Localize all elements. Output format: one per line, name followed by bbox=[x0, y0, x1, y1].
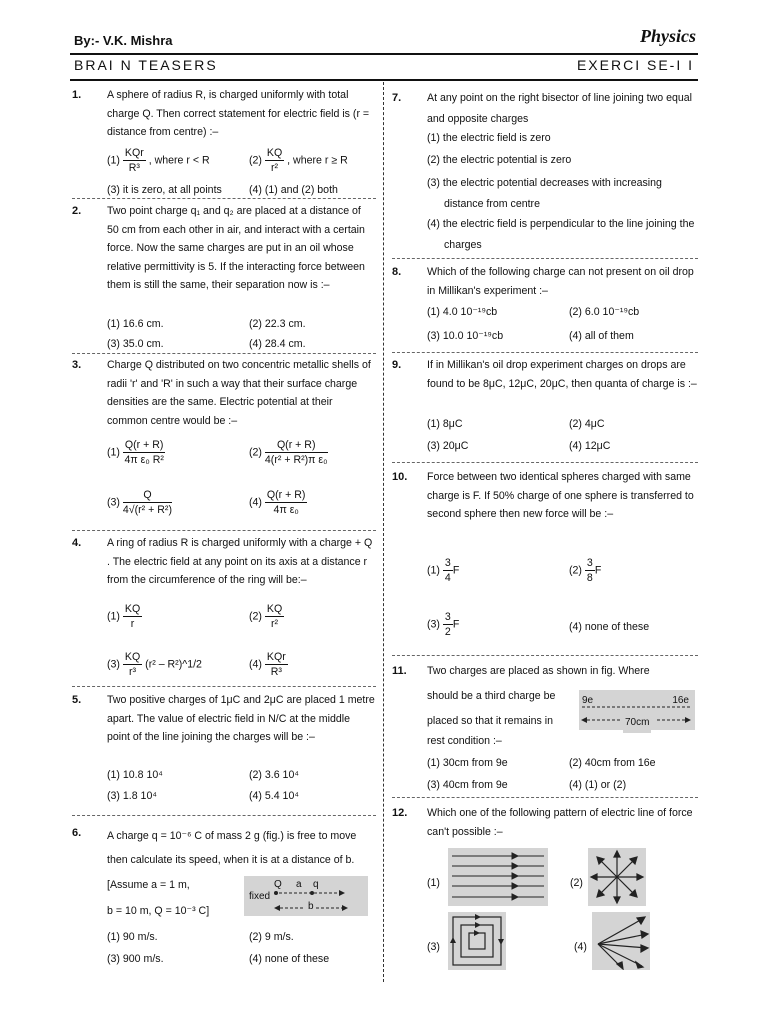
question-number: 11. bbox=[392, 665, 407, 677]
option-4: (4) 12μC bbox=[569, 440, 611, 452]
question-text-line-3: placed so that it remains in bbox=[427, 715, 554, 727]
question-7 bbox=[392, 88, 698, 254]
subject-title: Physics bbox=[640, 26, 696, 46]
question-text: A ring of radius R is charged uniformly with a charge + Q . The electric field at any point on its axis at a distance r from the circumference of the ring will be:– bbox=[107, 537, 373, 586]
option-2: (2) $\frac{Q(r + R)}{\text{4(r² + R²)π ε₀}}$ bbox=[249, 439, 328, 466]
option-3: (3) $\frac{KQ}{\text{r³}}$ (r² – R²)^1/2 bbox=[107, 651, 202, 678]
question-text: A charge q = 10⁻⁶ C of mass 2 g (fig.) is free to move then calculate its speed, when it is at a distance of b. bbox=[107, 830, 357, 866]
option-4: (4) all of them bbox=[569, 330, 634, 342]
question-number: 1. bbox=[72, 89, 82, 101]
option-2: (2) $\frac{3}{8}$ F bbox=[569, 557, 602, 584]
figure-label-Q: Q bbox=[274, 879, 282, 890]
question-number: 2. bbox=[72, 205, 82, 217]
question-2 bbox=[72, 202, 376, 352]
question-5 bbox=[72, 691, 376, 811]
converging-field-lines-icon bbox=[592, 912, 650, 970]
question-number: 4. bbox=[72, 537, 82, 549]
question-text-line-4: rest condition :– bbox=[427, 735, 502, 747]
option-4: (4) $\frac{\text{KQr}}{\text{R³}}$ bbox=[249, 651, 286, 678]
separator bbox=[72, 353, 376, 354]
question-number: 6. bbox=[72, 827, 82, 839]
option-3: (3) 900 m/s. bbox=[107, 953, 164, 965]
figure-label-b: b bbox=[308, 901, 314, 912]
option-3: (3) $\frac{3}{2}$ F bbox=[427, 611, 460, 638]
question-12 bbox=[392, 804, 698, 974]
question-number: 3. bbox=[72, 359, 82, 371]
assumption-line-2: b = 10 m, Q = 10⁻³ C] bbox=[107, 905, 210, 917]
separator bbox=[392, 797, 698, 798]
option-2: (2) 9 m/s. bbox=[249, 931, 294, 943]
question-number: 8. bbox=[392, 266, 402, 278]
question-9 bbox=[392, 356, 698, 460]
question-6 bbox=[72, 824, 376, 974]
column-divider bbox=[383, 82, 384, 982]
question-number: 5. bbox=[72, 694, 82, 706]
option-1: (1) $\frac{Q(r + R)}{\text{4π ε₀ R²}}$ bbox=[107, 439, 164, 466]
exercise-title: EXERCI SE-I I bbox=[576, 57, 694, 73]
question-number: 7. bbox=[392, 92, 402, 104]
option-2: (2) 40cm from 16e bbox=[569, 757, 656, 769]
question-text: Charge Q distributed on two concentric metallic shells of radii 'r' and 'R' in such a way that their surface charge densities are the same. Electric potential at their common centre would be :– bbox=[107, 359, 371, 427]
question-text-line-1: Two charges are placed as shown in fig. Where bbox=[427, 665, 650, 677]
option-4: (4) none of these bbox=[249, 953, 330, 965]
pattern-closed-loops bbox=[448, 912, 506, 970]
option-4: (4) (1) or (2) bbox=[569, 779, 627, 791]
option-1: (1) $\frac{\text{KQr}}{\text{R³}}$ , where r < R bbox=[107, 147, 210, 174]
figure-label-fixed: fixed bbox=[249, 891, 271, 902]
option-3: (3) 40cm from 9e bbox=[427, 779, 508, 791]
separator bbox=[392, 462, 698, 463]
pattern-radial-outward bbox=[588, 848, 646, 906]
pattern-parallel-lines bbox=[448, 848, 548, 906]
assumption-line-1: [Assume a = 1 m, bbox=[107, 879, 190, 891]
question-3 bbox=[72, 356, 376, 528]
separator bbox=[72, 686, 376, 687]
question-text: A sphere of radius R, is charged uniformly with total charge Q. Then correct statement for electric field is (r = distance from centre) :– bbox=[107, 89, 370, 138]
option-3: (3) it is zero, at all points bbox=[107, 184, 222, 196]
option-1: (1) 30cm from 9e bbox=[427, 757, 508, 769]
header-rule-bottom bbox=[70, 79, 698, 81]
question-8 bbox=[392, 263, 698, 349]
option-2: (2) 6.0 10⁻¹⁹cb bbox=[569, 306, 640, 318]
pattern-converging-lines bbox=[592, 912, 650, 970]
option-1-label: (1) bbox=[427, 877, 440, 889]
option-2: (2) $\frac{KQ}{\text{r²}}$ , where r ≥ R bbox=[249, 147, 348, 174]
question-text: Which one of the following pattern of electric line of force can't possible :– bbox=[427, 807, 693, 838]
option-2: (2) 22.3 cm. bbox=[249, 318, 306, 330]
option-4-label: (4) bbox=[574, 941, 587, 953]
option-4: (4) (1) and (2) both bbox=[249, 184, 338, 196]
figure-arrows bbox=[244, 876, 368, 916]
question-number: 10. bbox=[392, 471, 408, 483]
question-text-line-2: should be a third charge be bbox=[427, 690, 556, 702]
separator bbox=[392, 258, 698, 259]
option-1: (1) 8μC bbox=[427, 418, 463, 430]
figure-label-9e: 9e bbox=[582, 695, 594, 706]
closed-loop-field-lines-icon bbox=[448, 912, 506, 970]
figure-label-a: a bbox=[296, 879, 302, 890]
separator bbox=[72, 530, 376, 531]
header-rule-top bbox=[70, 53, 698, 55]
option-2: (2) 4μC bbox=[569, 418, 605, 430]
section-title: BRAI N TEASERS bbox=[74, 57, 218, 73]
question-number: 12. bbox=[392, 807, 408, 819]
option-1: (1) the electric field is zero bbox=[427, 132, 551, 144]
question-text: Two point charge q₁ and q₂ are placed at a distance of 50 cm from each other in air, and interact with a certain force. Now the same charges are put in an oil whose relative permittivity is 5. If the interacting force between them is still the same, their separation now is :– bbox=[107, 205, 365, 291]
option-4: (4) 28.4 cm. bbox=[249, 338, 306, 350]
figure-lines bbox=[579, 690, 695, 730]
option-2-label: (2) bbox=[570, 877, 583, 889]
question-4 bbox=[72, 534, 376, 684]
option-1: (1) $\frac{3}{4}$ F bbox=[427, 557, 460, 584]
question-number: 9. bbox=[392, 359, 402, 371]
question-10 bbox=[392, 468, 698, 648]
question-text: If in Millikan's oil drop experiment charges on drops are found to be 8μC, 12μC, 20μC, then quanta of charge is :– bbox=[427, 359, 697, 390]
figure-label-70cm: 70cm bbox=[623, 714, 651, 733]
separator bbox=[72, 815, 376, 816]
question-text: Two positive charges of 1μC and 2μC are placed 1 metre apart. The value of electric field in N/C at the middle point of the line joining the charges will be :– bbox=[107, 694, 375, 743]
parallel-field-lines-icon bbox=[448, 848, 548, 906]
option-3: (3) the electric potential decreases with increasing distance from centre bbox=[427, 177, 662, 210]
option-2: (2) $\frac{KQ}{\text{r²}}$ bbox=[249, 603, 283, 630]
option-1: (1) $\frac{KQ}{r}$ bbox=[107, 603, 141, 630]
option-3: (3) 10.0 10⁻¹⁹cb bbox=[427, 330, 504, 342]
figure-label-q: q bbox=[313, 879, 319, 890]
option-4: (4) 5.4 10⁴ bbox=[249, 790, 299, 802]
question-text: At any point on the right bisector of line joining two equal and opposite charges bbox=[427, 92, 693, 125]
separator bbox=[392, 352, 698, 353]
figure-label-16e: 16e bbox=[672, 695, 689, 706]
option-3: (3) 1.8 10⁴ bbox=[107, 790, 157, 802]
option-1: (1) 10.8 10⁴ bbox=[107, 769, 163, 781]
radial-field-lines-icon bbox=[588, 848, 646, 906]
charge-figure bbox=[244, 876, 368, 916]
author-name: By:- V.K. Mishra bbox=[74, 33, 173, 48]
option-3-label: (3) bbox=[427, 941, 440, 953]
question-text: Which of the following charge can not present on oil drop in Millikan's experiment :– bbox=[427, 266, 694, 297]
option-1: (1) 16.6 cm. bbox=[107, 318, 164, 330]
option-3: (3) 35.0 cm. bbox=[107, 338, 164, 350]
question-1 bbox=[72, 86, 376, 198]
separator bbox=[72, 198, 376, 199]
charges-figure bbox=[579, 690, 695, 730]
option-3: (3) $\frac{Q}{\text{4√(r² + R²)}}$ bbox=[107, 489, 172, 516]
option-2: (2) 3.6 10⁴ bbox=[249, 769, 299, 781]
separator bbox=[392, 655, 698, 656]
option-4: (4) $\frac{Q(r + R)}{\text{4π ε₀}}$ bbox=[249, 489, 306, 516]
option-1: (1) 90 m/s. bbox=[107, 931, 158, 943]
question-text: Force between two identical spheres charged with same charge is F. If 50% charge of one sphere is transferred to second sphere then new force will be :– bbox=[427, 471, 694, 520]
question-11 bbox=[392, 662, 698, 794]
option-4: (4) the electric field is perpendicular to the line joining the charges bbox=[427, 218, 695, 251]
option-2: (2) the electric potential is zero bbox=[427, 154, 572, 166]
option-3: (3) 20μC bbox=[427, 440, 469, 452]
option-4: (4) none of these bbox=[569, 621, 650, 633]
option-1: (1) 4.0 10⁻¹⁹cb bbox=[427, 306, 498, 318]
